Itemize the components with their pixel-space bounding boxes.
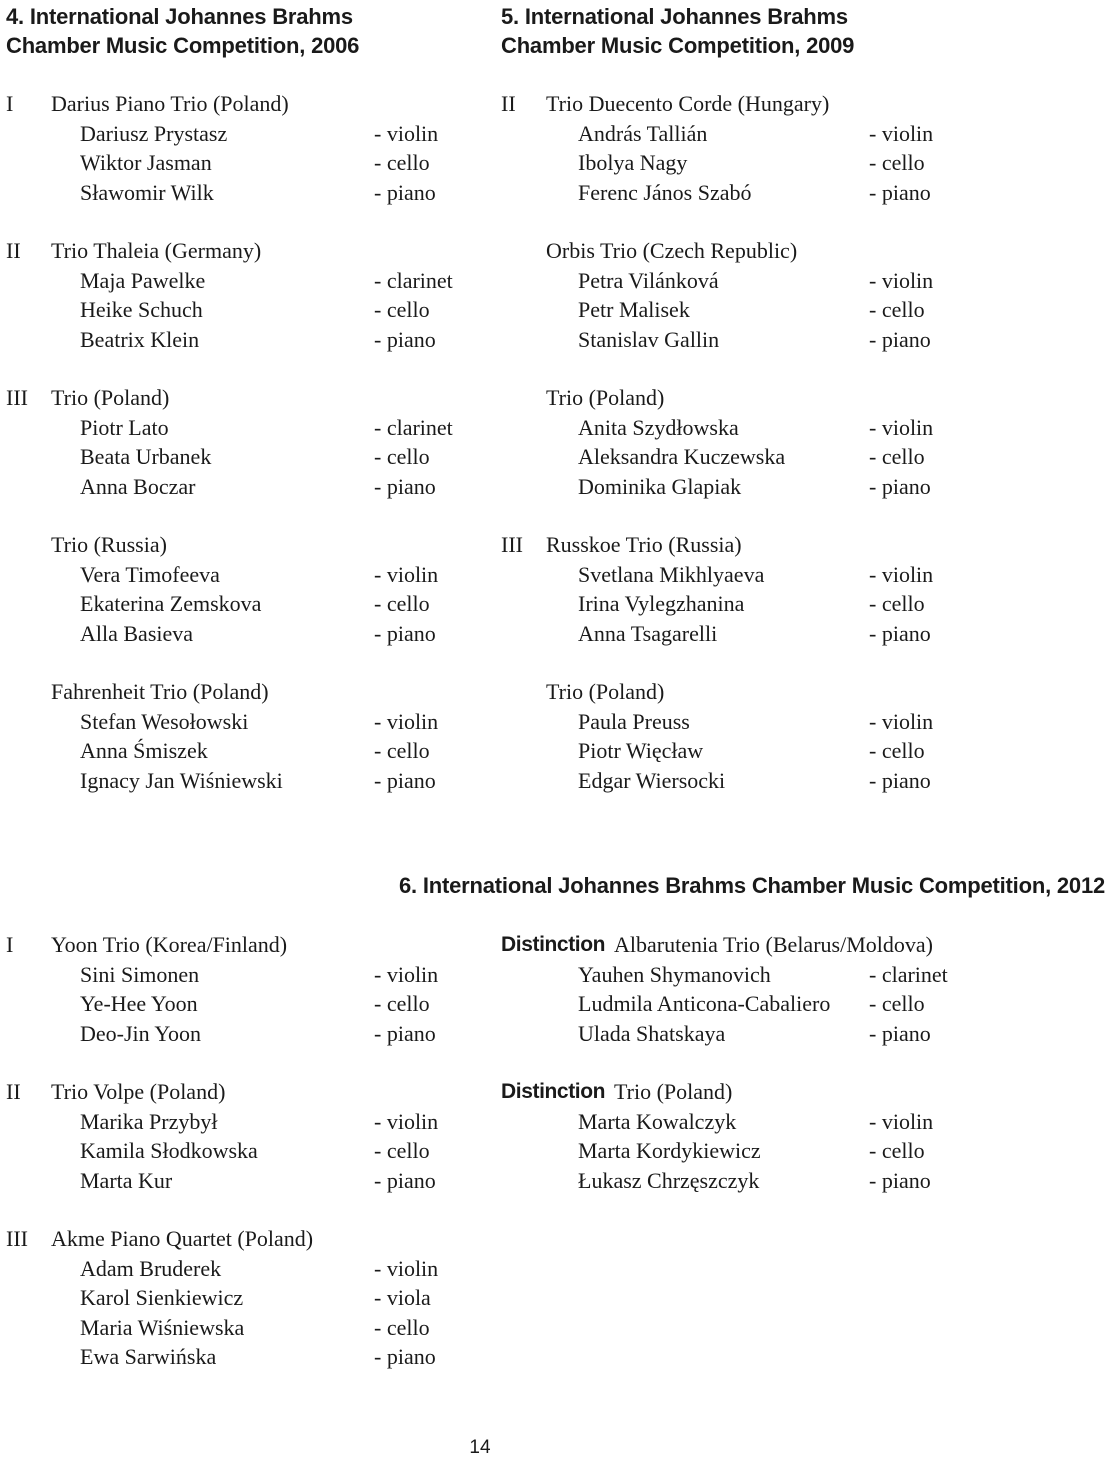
- member-name: Irina Vylegzhanina: [578, 591, 745, 616]
- ensemble-group: [6, 677, 472, 795]
- member-row: [501, 989, 960, 1019]
- member-row: [6, 1254, 472, 1284]
- prize-label: III: [6, 385, 28, 410]
- member-instrument: - piano: [869, 767, 931, 793]
- member-name: Kamila Słodkowska: [80, 1138, 258, 1163]
- member-name: Marta Kur: [80, 1167, 173, 1193]
- competition-2012-title: 6. International Johannes Brahms Chamber Music Competition, 2012: [399, 873, 1105, 898]
- member-name: Beatrix Klein: [80, 326, 200, 352]
- title-line-2: Chamber Music Competition, 2006: [6, 33, 360, 58]
- member-instrument: - cello: [374, 991, 430, 1016]
- member-instrument: - violin: [374, 561, 439, 587]
- member-row: [6, 472, 472, 502]
- member-row: [501, 707, 960, 737]
- member-row: [6, 119, 472, 149]
- ensemble-row: [6, 236, 472, 266]
- member-name: Łukasz Chrzęszczyk: [578, 1167, 760, 1193]
- member-instrument: - cello: [869, 1138, 925, 1163]
- member-instrument: - cello: [374, 591, 430, 616]
- member-row: [6, 325, 472, 355]
- ensemble-group: [6, 383, 472, 501]
- prize-label: I: [6, 932, 14, 957]
- ensemble-group: [501, 1077, 960, 1195]
- member-instrument: - cello: [374, 1138, 430, 1163]
- member-name: Anna Tsagarelli: [578, 620, 718, 646]
- competition-2006: [6, 2, 472, 793]
- member-row: [6, 266, 472, 296]
- ensemble-group: [501, 236, 960, 354]
- member-row: [6, 1283, 472, 1313]
- member-name: Anna Śmiszek: [80, 738, 208, 763]
- member-name: Anna Boczar: [80, 473, 196, 499]
- member-name: Stefan Wesołowski: [80, 708, 249, 734]
- results-list: [501, 89, 960, 824]
- ensemble-group: [501, 89, 960, 207]
- member-row: [501, 560, 960, 590]
- member-row: [6, 1166, 472, 1196]
- member-name: Deo-Jin Yoon: [80, 1020, 202, 1046]
- member-row: [501, 619, 960, 649]
- results-list: [6, 930, 472, 1401]
- member-row: [6, 1342, 472, 1372]
- member-instrument: - clarinet: [374, 267, 453, 293]
- title-line-1: 5. International Johannes Brahms: [501, 4, 848, 29]
- ensemble-row: [501, 383, 960, 413]
- member-name: Dominika Glapiak: [578, 473, 742, 499]
- ensemble-row: [6, 677, 472, 707]
- member-name: Edgar Wiersocki: [578, 767, 726, 793]
- competition-title: [501, 2, 960, 60]
- member-name: Marika Przybył: [80, 1108, 218, 1134]
- member-instrument: - piano: [374, 620, 436, 646]
- member-instrument: - violin: [869, 414, 934, 440]
- member-instrument: - cello: [374, 738, 430, 763]
- ensemble-name: Trio (Poland): [546, 679, 665, 704]
- member-row: [501, 266, 960, 296]
- member-name: Heike Schuch: [80, 297, 203, 322]
- ensemble-group: [6, 930, 472, 1048]
- ensemble-name: Albarutenia Trio (Belarus/Moldova): [614, 932, 933, 957]
- member-instrument: - violin: [374, 120, 439, 146]
- member-instrument: - violin: [374, 1255, 439, 1281]
- member-name: Aleksandra Kuczewska: [578, 444, 786, 469]
- member-instrument: - piano: [869, 1020, 931, 1046]
- ensemble-name: Trio (Russia): [51, 532, 167, 557]
- member-row: [6, 560, 472, 590]
- member-instrument: - clarinet: [374, 414, 453, 440]
- member-row: [6, 413, 472, 443]
- member-row: [501, 1136, 960, 1166]
- ensemble-name: Yoon Trio (Korea/Finland): [51, 932, 288, 957]
- ensemble-name: Fahrenheit Trio (Poland): [51, 679, 269, 704]
- ensemble-name: Trio (Poland): [546, 385, 665, 410]
- page-number: 14: [469, 1437, 491, 1458]
- ensemble-name: Orbis Trio (Czech Republic): [546, 238, 798, 263]
- member-instrument: - violin: [869, 1108, 934, 1134]
- member-name: Karol Sienkiewicz: [80, 1285, 244, 1310]
- member-instrument: - clarinet: [869, 961, 948, 987]
- ensemble-row: [501, 236, 960, 266]
- title-line-2: Chamber Music Competition, 2009: [501, 33, 855, 58]
- member-row: [501, 325, 960, 355]
- prize-label: II: [501, 91, 516, 116]
- results-list: [6, 89, 472, 824]
- member-instrument: - cello: [374, 150, 430, 175]
- member-instrument: - cello: [869, 991, 925, 1016]
- ensemble-group: [6, 236, 472, 354]
- member-instrument: - piano: [374, 1167, 436, 1193]
- member-name: Maja Pawelke: [80, 267, 206, 293]
- member-row: [501, 178, 960, 208]
- member-instrument: - cello: [869, 150, 925, 175]
- member-row: [501, 119, 960, 149]
- member-instrument: - piano: [869, 473, 931, 499]
- member-name: Ludmila Anticona-Cabaliero: [578, 991, 831, 1016]
- member-name: Ewa Sarwińska: [80, 1344, 217, 1369]
- member-name: Marta Kowalczyk: [578, 1108, 737, 1134]
- member-name: Adam Bruderek: [80, 1255, 222, 1281]
- ensemble-group: [6, 530, 472, 648]
- member-name: András Tallián: [578, 120, 708, 146]
- member-instrument: - cello: [869, 297, 925, 322]
- member-row: [6, 619, 472, 649]
- member-instrument: - cello: [374, 297, 430, 322]
- title-line-1: 4. International Johannes Brahms: [6, 4, 353, 29]
- member-name: Stanislav Gallin: [578, 326, 720, 352]
- member-instrument: - piano: [869, 179, 931, 205]
- ensemble-row: [501, 1077, 960, 1107]
- member-row: [501, 766, 960, 796]
- member-instrument: - cello: [869, 591, 925, 616]
- ensemble-group: [6, 89, 472, 207]
- ensemble-name: Trio (Poland): [614, 1079, 733, 1104]
- member-instrument: - piano: [374, 473, 436, 499]
- member-instrument: - violin: [374, 708, 439, 734]
- member-instrument: - piano: [869, 326, 931, 352]
- member-name: Dariusz Prystasz: [80, 120, 228, 146]
- member-name: Anita Szydłowska: [578, 414, 739, 440]
- member-name: Piotr Więcław: [578, 738, 704, 763]
- member-row: [6, 295, 472, 325]
- member-name: Piotr Lato: [80, 414, 169, 440]
- member-row: [6, 736, 472, 766]
- ensemble-row: [6, 1077, 472, 1107]
- prize-label: Distinction: [501, 933, 606, 956]
- member-name: Vera Timofeeva: [80, 561, 220, 587]
- member-instrument: - piano: [374, 1020, 436, 1046]
- member-name: Ye-Hee Yoon: [80, 991, 198, 1016]
- member-row: [501, 1107, 960, 1137]
- member-row: [6, 148, 472, 178]
- member-row: [501, 472, 960, 502]
- member-instrument: - violin: [869, 708, 934, 734]
- member-name: Sini Simonen: [80, 961, 200, 987]
- member-name: Alla Basieva: [80, 620, 194, 646]
- ensemble-name: Trio Volpe (Poland): [51, 1079, 226, 1104]
- member-row: [6, 1136, 472, 1166]
- ensemble-row: [501, 930, 960, 960]
- member-row: [501, 736, 960, 766]
- member-instrument: - piano: [374, 1344, 436, 1369]
- member-row: [6, 589, 472, 619]
- member-instrument: - violin: [869, 561, 934, 587]
- member-row: [6, 1107, 472, 1137]
- member-row: [6, 707, 472, 737]
- member-name: Petr Malisek: [578, 297, 690, 322]
- ensemble-name: Russkoe Trio (Russia): [546, 532, 742, 557]
- ensemble-group: [501, 530, 960, 648]
- ensemble-row: [6, 930, 472, 960]
- member-instrument: - piano: [869, 1167, 931, 1193]
- member-name: Ulada Shatskaya: [578, 1020, 726, 1046]
- ensemble-name: Akme Piano Quartet (Poland): [51, 1226, 314, 1251]
- prize-label: II: [6, 238, 21, 263]
- competition-2009: [501, 2, 960, 793]
- ensemble-name: Trio Thaleia (Germany): [51, 238, 262, 263]
- member-name: Maria Wiśniewska: [80, 1314, 245, 1340]
- member-row: [6, 766, 472, 796]
- member-row: [501, 413, 960, 443]
- ensemble-row: [501, 677, 960, 707]
- member-row: [501, 1019, 960, 1049]
- ensemble-group: [6, 1077, 472, 1195]
- prize-label: III: [6, 1226, 28, 1251]
- member-instrument: - cello: [869, 444, 925, 469]
- member-name: Wiktor Jasman: [80, 150, 212, 175]
- member-instrument: - piano: [374, 326, 436, 352]
- member-row: [6, 1019, 472, 1049]
- ensemble-name: Darius Piano Trio (Poland): [51, 91, 289, 116]
- ensemble-name: Trio Duecento Corde (Hungary): [546, 91, 830, 116]
- results-list: [501, 930, 960, 1224]
- member-row: [501, 1166, 960, 1196]
- ensemble-row: [501, 530, 960, 560]
- member-row: [6, 989, 472, 1019]
- member-row: [501, 295, 960, 325]
- ensemble-row: [6, 383, 472, 413]
- member-name: Sławomir Wilk: [80, 179, 214, 205]
- member-name: Ignacy Jan Wiśniewski: [80, 767, 283, 793]
- member-instrument: - cello: [374, 1314, 430, 1340]
- member-row: [501, 960, 960, 990]
- member-name: Ekaterina Zemskova: [80, 591, 262, 616]
- prize-label: I: [6, 91, 14, 116]
- member-name: Ibolya Nagy: [578, 150, 688, 175]
- ensemble-name: Trio (Poland): [51, 385, 170, 410]
- member-instrument: - piano: [374, 179, 436, 205]
- member-name: Svetlana Mikhlyaeva: [578, 561, 765, 587]
- ensemble-row: [6, 1224, 472, 1254]
- competition-title: [6, 2, 472, 60]
- member-row: [501, 589, 960, 619]
- member-instrument: - violin: [374, 961, 439, 987]
- prize-label: Distinction: [501, 1080, 606, 1103]
- ensemble-group: [501, 677, 960, 795]
- member-instrument: - viola: [374, 1285, 431, 1310]
- ensemble-row: [501, 89, 960, 119]
- member-row: [501, 148, 960, 178]
- prize-label: III: [501, 532, 523, 557]
- member-name: Ferenc János Szabó: [578, 179, 752, 205]
- member-name: Paula Preuss: [578, 708, 690, 734]
- member-row: [6, 178, 472, 208]
- ensemble-group: [501, 930, 960, 1048]
- ensemble-group: [501, 383, 960, 501]
- member-row: [501, 442, 960, 472]
- member-instrument: - violin: [869, 120, 934, 146]
- member-name: Beata Urbanek: [80, 444, 212, 469]
- member-name: Petra Vilánková: [578, 267, 719, 293]
- member-name: Marta Kordykiewicz: [578, 1138, 761, 1163]
- member-instrument: - piano: [374, 767, 436, 793]
- ensemble-group: [6, 1224, 472, 1372]
- member-instrument: - violin: [374, 1108, 439, 1134]
- member-instrument: - cello: [374, 444, 430, 469]
- ensemble-row: [6, 89, 472, 119]
- member-instrument: - piano: [869, 620, 931, 646]
- prize-label: II: [6, 1079, 21, 1104]
- member-row: [6, 960, 472, 990]
- member-name: Yauhen Shymanovich: [578, 961, 771, 987]
- member-row: [6, 1313, 472, 1343]
- member-instrument: - cello: [869, 738, 925, 763]
- member-instrument: - violin: [869, 267, 934, 293]
- member-row: [6, 442, 472, 472]
- ensemble-row: [6, 530, 472, 560]
